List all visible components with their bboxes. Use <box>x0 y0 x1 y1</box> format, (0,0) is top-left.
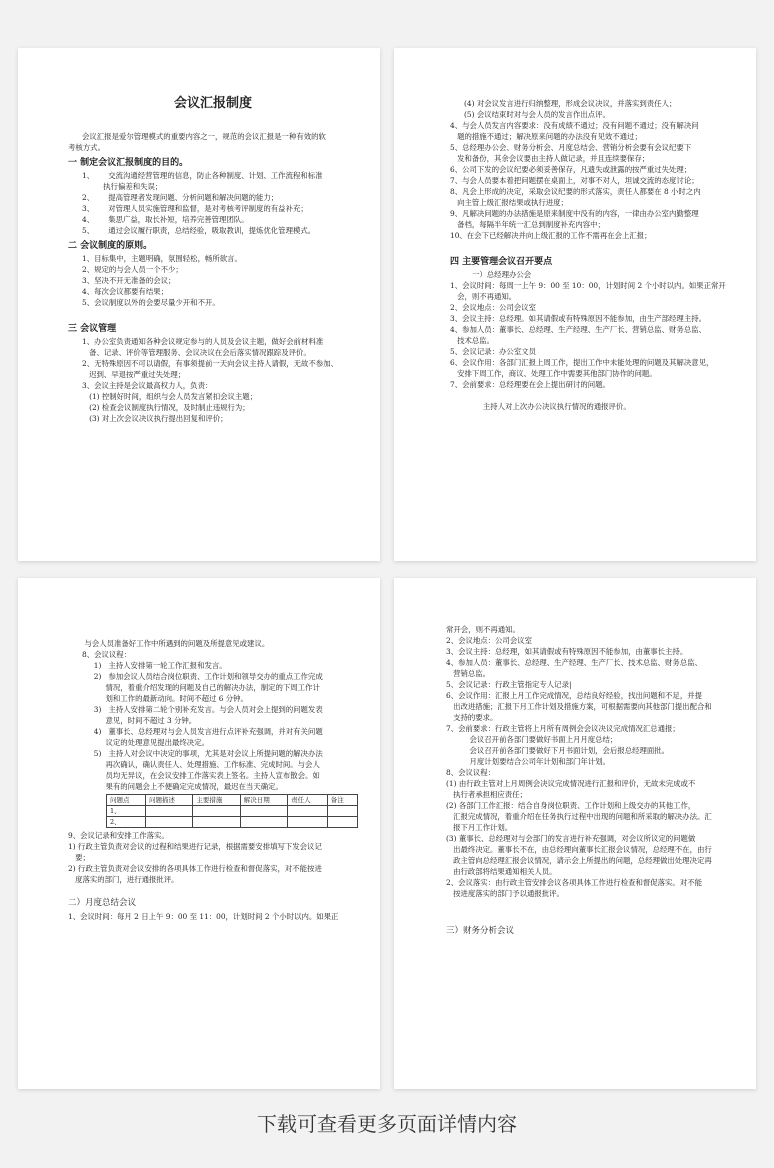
table-header-cell: 备注 <box>327 795 357 806</box>
text-line: 会议汇报是爱尔管理模式的重要内容之一，规范的会议汇报是一种有效的软 <box>82 132 326 141</box>
text-line: 出最终决定。董事长不在，由总经理向董事长汇报会议情况，总经理不在，由行 <box>446 845 712 854</box>
text-line: 1、会议时间：每周一上午 9：00 至 10：00，计划时间 2 个小时以内。如果正常开 <box>450 281 726 290</box>
text-line: 5、会议记录：办公室文员 <box>450 347 537 356</box>
page-title: 会议汇报制度 <box>173 96 252 111</box>
text-line: (1) 控制好时间，组织与会人员发言紧扣会议主题； <box>82 392 258 401</box>
text-line: 1、会议时间：每月 2 日上午 9：00 至 11：00，计划时间 2 个小时以内。如果正 <box>68 912 339 921</box>
text-line: 2、 提高管理者发现问题、分析问题和解决问题的能力； <box>82 193 279 202</box>
text-line: 一）总经理办公会 <box>472 270 532 279</box>
text-line: 情况，着重介绍发现的问题及自己的解决办法，制定的下周工作计 <box>82 683 320 692</box>
text-line: 2、会议地点：公司会议室 <box>450 303 537 312</box>
text-line: (1) 由行政主管对上月周例会决议完成情况进行汇报和评价，无故未完成或不 <box>446 779 696 788</box>
text-line: 2) 行政主管负责对会议安排的各项具体工作进行检查和督促落实，对不能按进 <box>68 864 322 873</box>
text-line: 5、会议制度以外的会要尽量少开和不开。 <box>82 298 220 307</box>
text-line: 2) 参加会议人员结合岗位职责、工作计划和领导交办的重点工作完成 <box>82 672 323 681</box>
table-cell <box>145 817 192 828</box>
text-line: (3) 对上次会议决议执行提出回复和评价； <box>82 414 228 423</box>
table-cell: 2、 <box>107 817 146 828</box>
text-line: 员均无异议，在会议安排工作落实表上签名。主持人宣布散会。如 <box>82 771 320 780</box>
page-2-body <box>450 98 736 412</box>
download-prompt-text: 下载可查看更多页面详情内容 <box>257 1112 517 1136</box>
table-row <box>107 817 358 828</box>
text-line: 要； <box>68 853 90 862</box>
text-line: 4、 集思广益，取长补短，培养完善管理团队。 <box>82 215 249 224</box>
document-page-1 <box>18 48 380 561</box>
document-page-3 <box>18 578 380 1089</box>
text-line: (2) 检查会议制度执行情况，及时制止违规行为； <box>82 403 250 412</box>
text-line: 1、 交流沟通经营管理的信息，防止各种制度、计划、工作流程和标准 <box>82 171 323 180</box>
text-line: 题的措施不通过；解决原来问题的办法没有见效不通过； <box>450 132 642 141</box>
text-line: 迟到、早退按严重过失处理； <box>82 370 186 379</box>
text-line: 7、会前要求：总经理要在会上提出研讨的问题。 <box>450 380 610 389</box>
table-header-cell: 责任人 <box>288 795 328 806</box>
text-line: 与会人员准备好工作中所遇到的问题及所提意见或建议。 <box>68 639 270 648</box>
text-line: 再次确认，确认责任人、处理措施、工作标准、完成时间。与会人 <box>82 760 320 769</box>
text-line: 8、会议议程： <box>82 650 132 659</box>
work-assignment-table <box>106 794 358 828</box>
text-line: 政主管向总经理汇报会议情况，请示会上所提出的问题，总经理做出处理决定再 <box>446 856 712 865</box>
text-line: (2) 各部门工作汇报：结合自身岗位职责、工作计划和上级交办的其他工作， <box>446 801 696 810</box>
page-1-body <box>68 131 358 424</box>
text-line: 2、规定的与会人员一个不少； <box>82 265 183 274</box>
text-line: 1) 主持人安排第一轮工作汇报和发言。 <box>82 661 227 670</box>
text-line: 3、会议主持是会议最高权力人，负责： <box>82 381 213 390</box>
table-header-cell: 主要措施 <box>193 795 240 806</box>
text-line: 6、会议作用：各部门汇报上周工作，提出工作中未能处理的问题及其解决意见， <box>450 358 714 367</box>
text-line: 3、坚决不开无准备的会议； <box>82 276 176 285</box>
document-page-4 <box>394 578 756 1089</box>
text-line: 果有的问题会上不便确定完成情况，最迟在当天确定。 <box>82 782 283 791</box>
text-line: 8、会议议程： <box>446 768 496 777</box>
page-4-body <box>446 624 736 899</box>
page-3-after-table <box>68 830 358 885</box>
text-line: 1) 行政主管负责对会议的过程和结果进行记录，根据需要安排填写下发会议记 <box>68 842 322 851</box>
text-line: 出改进措施；汇报下月工作计划及措施方案，可根据需要向其他部门提出配合和 <box>446 702 712 711</box>
text-line: 3、会议主持：总经理，如其请假或有特殊原因不能参加，由董事长主持。 <box>446 647 688 656</box>
text-line <box>450 390 736 401</box>
text-line: 5、 通过会议履行职责，总结经验，吸取教训，提炼优化管理模式。 <box>82 226 316 235</box>
text-line: 2、无特殊原因不可以请假，有事须提前一天向会议主持人请假，无故不参加、 <box>82 359 338 368</box>
text-line: 10、在会下已经解决并向上级汇报的工作不需再在会上汇报； <box>450 231 652 240</box>
text-line: 技术总监。 <box>450 336 495 345</box>
text-line: 2、会议地点：公司会议室 <box>446 636 533 645</box>
text-line: 划和工作的最新动向。时间不超过 6 分钟。 <box>82 694 248 703</box>
table-cell: 1、 <box>107 806 146 817</box>
text-line: 6、公司下发的会议纪要必须妥善保存，凡遗失或泄露的按严重过失处理； <box>450 165 692 174</box>
document-page-2 <box>394 48 756 561</box>
text-line: 议定的处理意见提出最终决定。 <box>82 738 209 747</box>
text-line: 执行偏差和失误； <box>82 182 163 191</box>
text-line: 报下月工作计划。 <box>446 823 513 832</box>
text-line: 4、每次会议都要有结果； <box>82 287 169 296</box>
text-line: 4) 董事长、总经理对与会人员发言进行点评补充强调，并对有关问题 <box>82 727 323 736</box>
section-heading-finance: 三）财务分析会议 <box>446 926 515 936</box>
table-cell <box>240 817 287 828</box>
section-heading: 二 会议制度的原则。 <box>68 241 153 251</box>
table-header-cell: 问题点 <box>107 795 146 806</box>
table-header-cell: 解决日期 <box>240 795 287 806</box>
text-line: 月度计划要结合公司年计划和部门年计划。 <box>446 757 610 766</box>
table-cell <box>327 817 357 828</box>
text-line: 3、 对管理人员实施管理和监督，是对考核考评制度的有益补充； <box>82 204 308 213</box>
text-line: 意见，时间不超过 3 分钟。 <box>82 716 197 725</box>
text-line: 9、会议记录和安排工作落实。 <box>68 831 169 840</box>
text-line: 主持人对上次办公决议执行情况的通报评价。 <box>450 402 631 411</box>
text-line: 支持的要求。 <box>446 713 498 722</box>
text-line: 5) 主持人对会议中决定的事项，尤其是对会议上所提问题的解决办法 <box>82 749 323 758</box>
text-line: 1、目标集中，主题明确，氛围轻松，畅所欲言。 <box>82 254 242 263</box>
text-line: 5、会议记录：行政主管指定专人记录| <box>446 680 572 689</box>
text-line: 向主管上级汇报结果或执行进度； <box>450 198 568 207</box>
table-header-row <box>107 795 358 806</box>
table-cell <box>288 806 328 817</box>
text-line: 度落实的部门，进行通报批评。 <box>68 875 179 884</box>
text-line: 安排下周工作，商议、处理工作中需要其他部门协作的问题。 <box>450 369 657 378</box>
table-cell <box>193 817 240 828</box>
table-header-cell: 问题描述 <box>145 795 192 806</box>
text-line: 考核方式。 <box>68 143 105 152</box>
text-line: 4、与会人员发言内容要求：没有成绩不通过；没有问题不通过；没有解决问 <box>450 121 699 130</box>
text-line: 4、参加人员：董事长、总经理、生产经理、生产厂长、营销总监、财务总监、 <box>450 325 706 334</box>
section-heading-monthly: 二）月度总结会议 <box>68 898 137 908</box>
text-line: 2、会议落实：由行政主管安排会议各项具体工作进行检查和督促落实。对不能 <box>446 878 702 887</box>
table-cell <box>145 806 192 817</box>
text-line: (5) 会议结束时对与会人员的发言作出点评。 <box>464 110 610 119</box>
text-line: 3、会议主持：总经理。如其请假或有特殊原因不能参加，由生产部经理主持。 <box>450 314 706 323</box>
text-line: 常开会，则不再通知。 <box>446 625 520 634</box>
text-line: 8、凡会上形成的决定，采取会议纪要的形式落实，责任人都要在 8 小时之内 <box>450 187 701 196</box>
text-line: 会议召开前各部门要做好下月书面计划，会后报总经理面批。 <box>446 746 670 755</box>
text-line: 备档，每隔半年统一汇总到制度补充内容中； <box>450 220 605 229</box>
table-cell <box>327 806 357 817</box>
text-line: 6、会议作用：汇报上月工作完成情况，总结良好经验，找出问题和不足，并提 <box>446 691 702 700</box>
table-cell <box>288 817 328 828</box>
text-line: 备、记录、评价等管理服务、会议决议在会后落实情况跟踪及评价。 <box>82 348 311 357</box>
text-line: 汇报完成情况，着重介绍在任务执行过程中出现的问题和所采取的解决办法。汇 <box>446 812 712 821</box>
text-line: 4、参加人员：董事长、总经理、生产经理、生产厂长、技术总监、财务总监、 <box>446 658 702 667</box>
table-cell <box>193 806 240 817</box>
text-line: 执行者承担相应责任； <box>446 790 527 799</box>
table-row <box>107 806 358 817</box>
section-heading: 四 主要管理会议召开要点 <box>450 257 553 267</box>
text-line: 1、办公室负责通知各种会议规定参与的人员及会议主题，做好会前材料准 <box>82 337 324 346</box>
text-line: 9、凡解决问题的办法措施是原来制度中没有的内容，一律由办公室内勤整理 <box>450 209 699 218</box>
section-heading: 一 制定会议汇报制度的目的。 <box>68 158 189 168</box>
text-line: 3) 主持人安排第二轮个别补充发言。与会人员对会上提到的问题发表 <box>82 705 323 714</box>
table-cell <box>240 806 287 817</box>
text-line: 营销总监。 <box>446 669 491 678</box>
text-line: 7、会前要求：行政主管将上月所有周例会会议决议完成情况汇总通报； <box>446 724 680 733</box>
page-3-body <box>68 638 358 792</box>
text-line: 发和备份，其余会议要由主持人做记录，并且连续要保存； <box>450 154 650 163</box>
text-line: 7、与会人员要本着把问题摆在桌面上，对事不对人，坦诚交流的态度讨论； <box>450 176 699 185</box>
text-line: 会议召开前各部门要做好书面上月月度总结； <box>446 735 618 744</box>
text-line: (4) 对会议发言进行归纳整理，形成会议决议，并落实到责任人； <box>464 99 677 108</box>
text-line: 按进度落实的部门予以通报批评。 <box>446 889 564 898</box>
page-3-end <box>68 911 358 922</box>
text-line: 会，则不再通知。 <box>450 292 517 301</box>
text-line: 5、总经理办公会、财务分析会、月度总结会、营销分析会要有会议纪要下 <box>450 143 692 152</box>
section-heading: 三 会议管理 <box>68 324 117 334</box>
text-line: (3) 董事长、总经理对与会部门的发言进行补充强调，对会议所议定的问题做 <box>446 834 696 843</box>
text-line: 由行政部将结果通知相关人员。 <box>446 867 557 876</box>
